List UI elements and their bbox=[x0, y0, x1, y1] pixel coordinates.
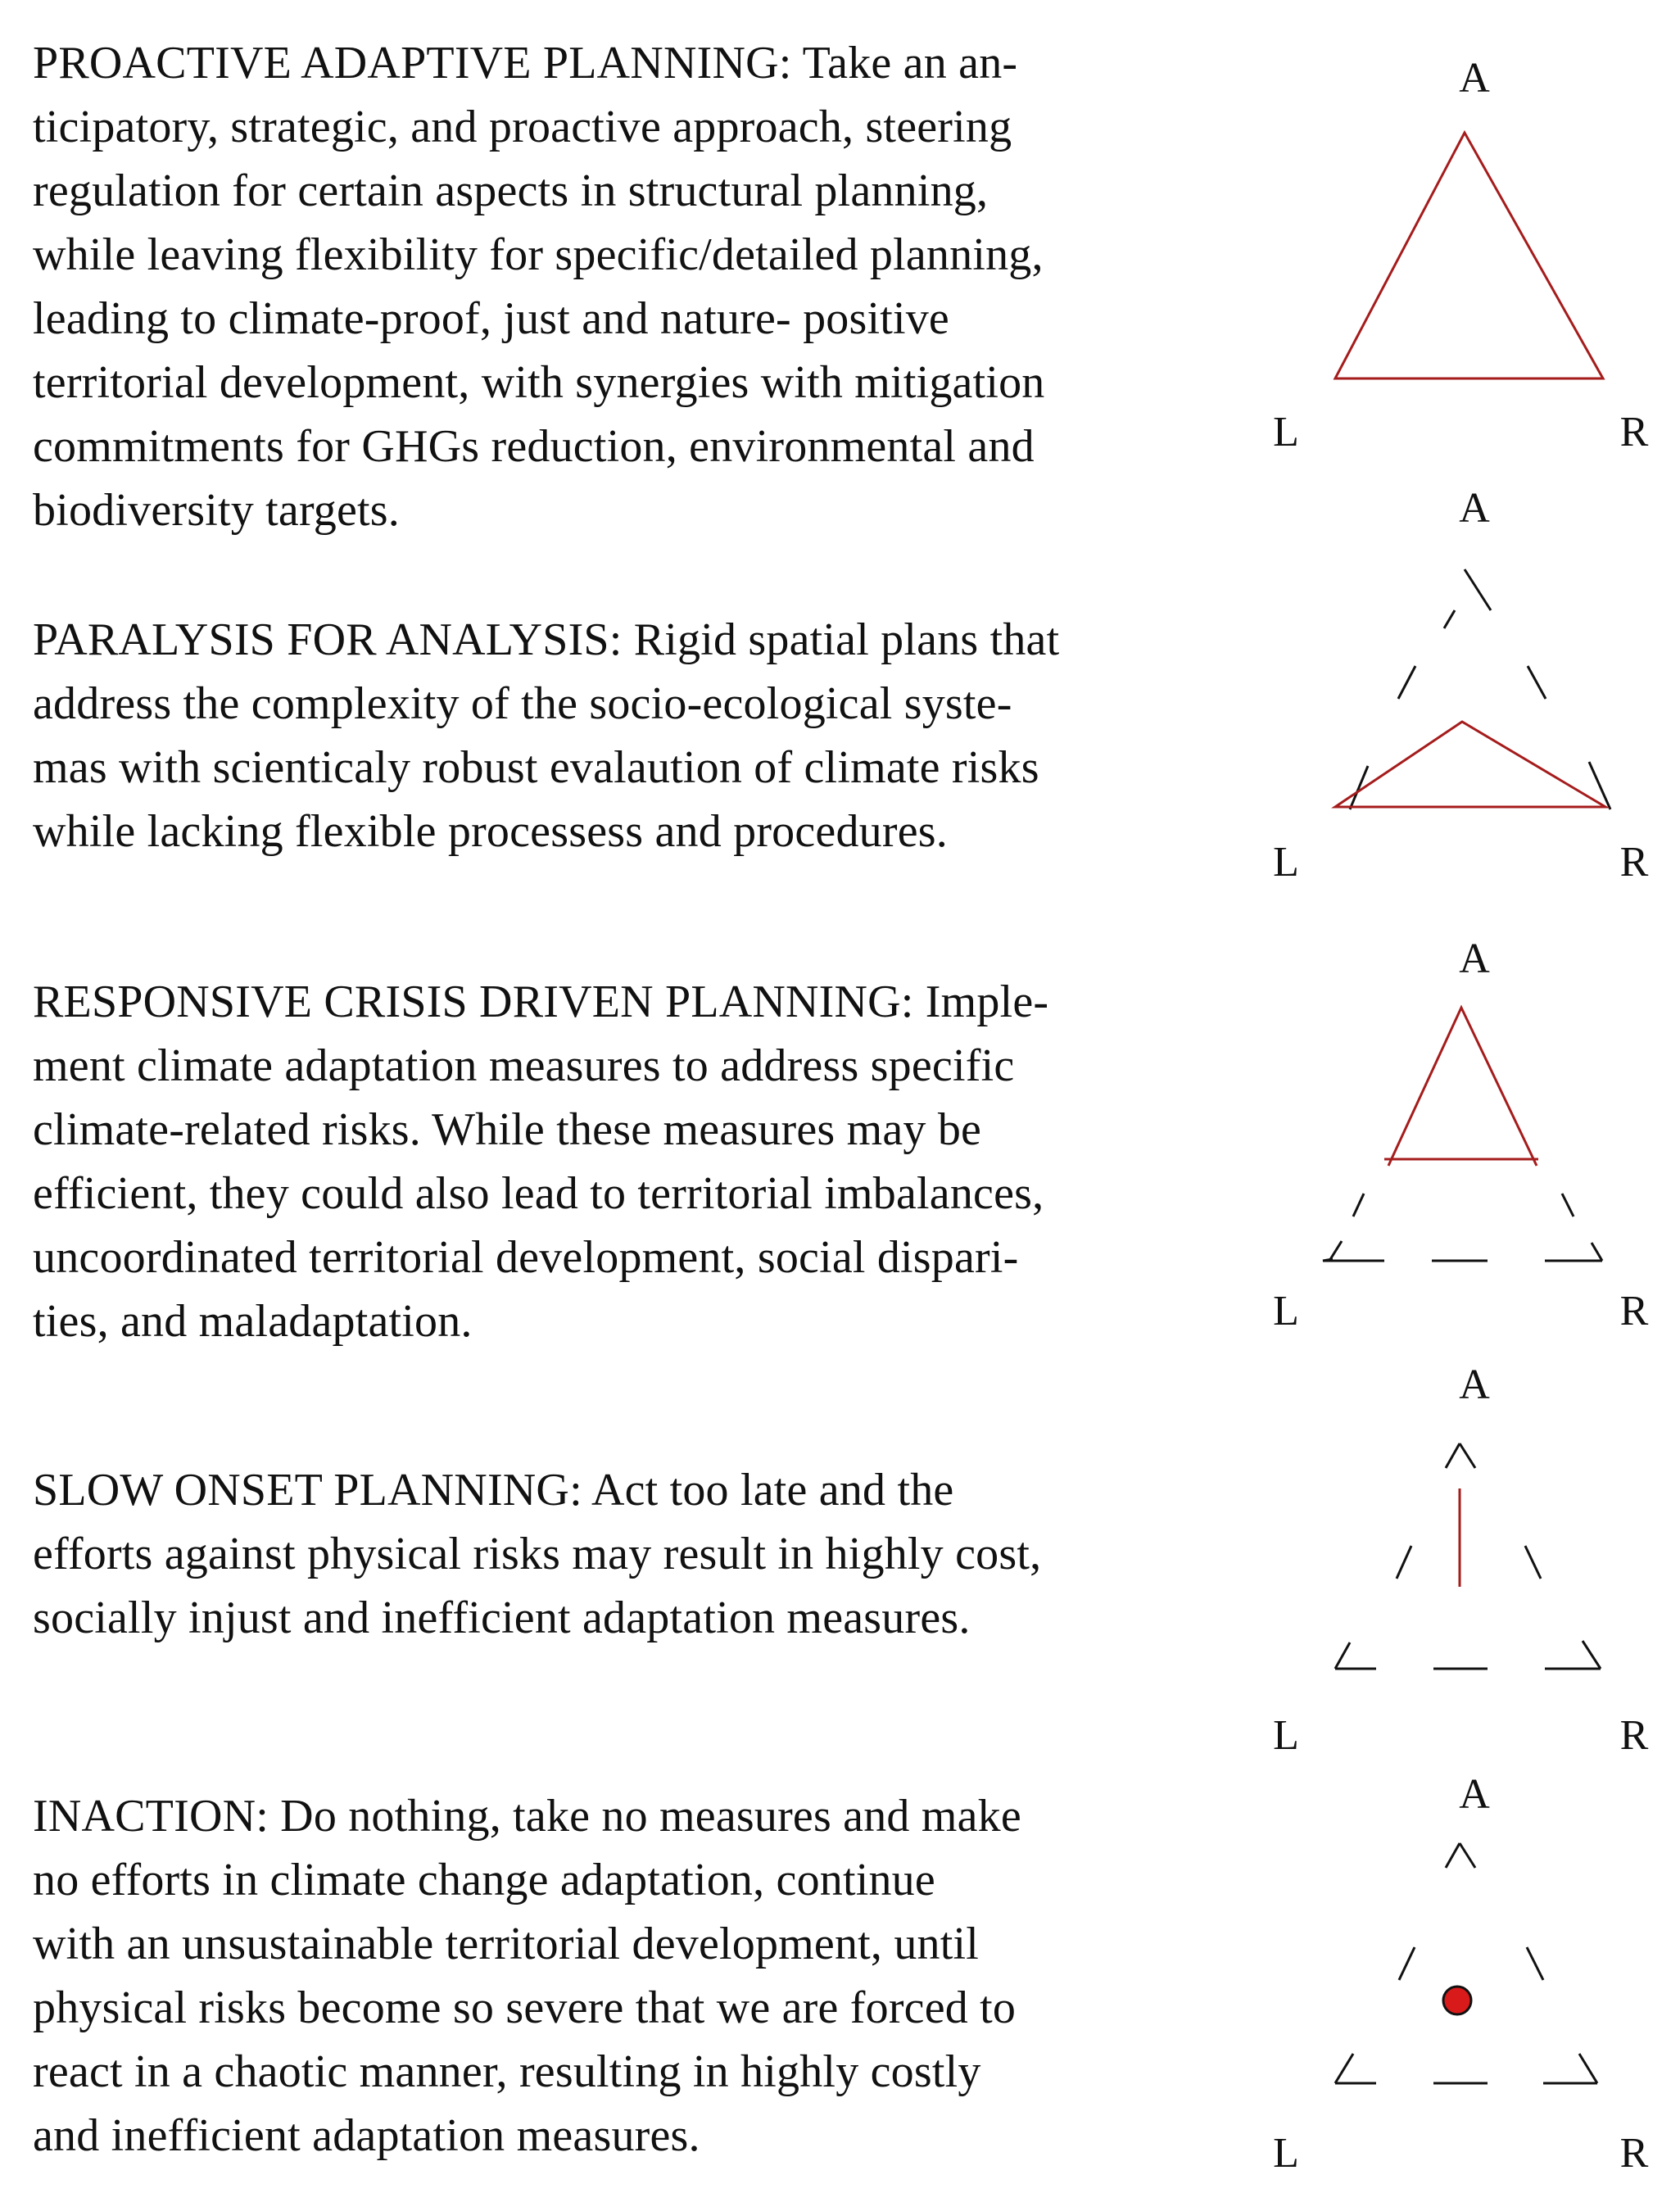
scenario-5-text bbox=[33, 1784, 1204, 2168]
scenario-4-text bbox=[33, 1458, 1204, 1650]
scenario-1-line-7: commitments for GHGs reduction, environmental and bbox=[33, 421, 1035, 472]
vertex-label-l: L bbox=[1273, 1712, 1299, 1759]
dash-left-corner bbox=[1323, 1259, 1384, 1261]
vertex-label-a: A bbox=[1459, 1771, 1490, 1818]
flattened-red-triangle bbox=[1335, 722, 1605, 807]
dash-left-mid bbox=[1398, 666, 1415, 699]
dash-left-mid bbox=[1353, 1194, 1364, 1217]
scenario-3-line-2: ment climate adaptation measures to address specific bbox=[33, 1040, 1015, 1091]
dash-right-corner-slant bbox=[1583, 1641, 1601, 1669]
scenario-2-line-4: while lacking flexible processess and procedures. bbox=[33, 806, 948, 857]
scenario-2-text bbox=[33, 608, 1204, 863]
scenario-2-diagram bbox=[1245, 487, 1680, 913]
scenario-4-diagram bbox=[1245, 1364, 1680, 1790]
scenario-3-line-5: uncoordinated territorial development, social dispari- bbox=[33, 1232, 1019, 1283]
vertex-label-a: A bbox=[1459, 1362, 1490, 1408]
scenario-5-line-1: INACTION: Do nothing, take no measures and make bbox=[33, 1791, 1021, 1842]
scenario-5-line-4: physical risks become so severe that we are forced to bbox=[33, 1982, 1017, 2033]
scenario-3-line-1: RESPONSIVE CRISIS DRIVEN PLANNING: Imple- bbox=[33, 976, 1049, 1027]
scenario-4-line-2: efforts against physical risks may result in highly cost, bbox=[33, 1529, 1042, 1579]
dash-left-corner-slant bbox=[1335, 2054, 1353, 2083]
scenario-3-line-6: ties, and maladaptation. bbox=[33, 1296, 473, 1347]
scenario-2-line-2: address the complexity of the socio-ecological syste- bbox=[33, 678, 1012, 729]
scenario-4-line-3: socially injust and inefficient adaptation measures. bbox=[33, 1593, 971, 1643]
scenario-3-line-4: efficient, they could also lead to territorial imbalances, bbox=[33, 1168, 1044, 1219]
dash-right-mid bbox=[1562, 1194, 1574, 1217]
dash-apex-right bbox=[1460, 1843, 1475, 1868]
scenario-3-diagram bbox=[1245, 938, 1680, 1364]
scenario-1-line-3: regulation for certain aspects in structural planning, bbox=[33, 165, 989, 216]
vertex-label-r: R bbox=[1619, 839, 1649, 886]
dash-left-corner-slant bbox=[1335, 1642, 1350, 1669]
dash-right-mid bbox=[1525, 1546, 1541, 1579]
dash-right-upper bbox=[1465, 569, 1491, 610]
vertex-label-l: L bbox=[1273, 1288, 1299, 1334]
dash-left-mid bbox=[1397, 1546, 1411, 1579]
dash-right-corner-slant bbox=[1592, 1243, 1602, 1261]
scenario-1-line-2: ticipatory, strategic, and proactive approach, steering bbox=[33, 102, 1012, 152]
scenario-1-text bbox=[33, 31, 1204, 542]
vertex-label-a: A bbox=[1459, 55, 1490, 102]
red-dot bbox=[1443, 1987, 1471, 2014]
dash-apex-left bbox=[1446, 1843, 1460, 1868]
dash-apex-left bbox=[1446, 1443, 1460, 1468]
dash-right-mid bbox=[1527, 1947, 1543, 1980]
vertex-label-a: A bbox=[1459, 936, 1490, 982]
vertex-label-l: L bbox=[1273, 2130, 1299, 2177]
dash-apex-right bbox=[1460, 1443, 1475, 1468]
scenario-5-line-3: with an unsustainable territorial development, until bbox=[33, 1919, 980, 1969]
vertex-label-r: R bbox=[1619, 2130, 1649, 2177]
dash-right-corner-slant bbox=[1579, 2054, 1597, 2083]
scenario-4-line-1: SLOW ONSET PLANNING: Act too late and the bbox=[33, 1465, 954, 1516]
scenario-1-diagram bbox=[1245, 57, 1680, 483]
scenario-5-line-2: no efforts in climate change adaptation, continue bbox=[33, 1855, 935, 1905]
dash-right-mid bbox=[1528, 666, 1546, 699]
scenario-1-line-8: biodiversity targets. bbox=[33, 485, 400, 536]
scenario-1-line-6: territorial development, with synergies with mitigation bbox=[33, 357, 1045, 408]
scenario-2-line-3: mas with scienticaly robust evalaution of climate risks bbox=[33, 742, 1039, 793]
vertex-label-r: R bbox=[1619, 1288, 1649, 1334]
scenario-3-text bbox=[33, 970, 1204, 1353]
scenario-5-line-5: react in a chaotic manner, resulting in highly costly bbox=[33, 2046, 981, 2097]
dash-left-corner-slant bbox=[1329, 1241, 1342, 1261]
scenario-1-line-5: leading to climate-proof, just and nature- positive bbox=[33, 293, 949, 344]
red-apex-triangle bbox=[1388, 1008, 1537, 1166]
dash-left-mid bbox=[1399, 1947, 1415, 1980]
dash-left-upper bbox=[1444, 610, 1455, 628]
vertex-label-a: A bbox=[1459, 485, 1490, 532]
scenario-2-line-1: PARALYSIS FOR ANALYSIS: Rigid spatial plans that bbox=[33, 614, 1060, 665]
scenario-5-line-6: and inefficient adaptation measures. bbox=[33, 2110, 700, 2161]
scenario-1-line-4: while leaving flexibility for specific/detailed planning, bbox=[33, 229, 1044, 280]
scenario-3-line-3: climate-related risks. While these measures may be bbox=[33, 1104, 982, 1155]
vertex-label-r: R bbox=[1619, 1712, 1649, 1759]
vertex-label-r: R bbox=[1619, 409, 1649, 455]
full-red-triangle bbox=[1335, 133, 1603, 378]
scenario-1-line-1: PROACTIVE ADAPTIVE PLANNING: Take an an- bbox=[33, 38, 1018, 88]
scenario-5-diagram bbox=[1245, 1771, 1680, 2200]
vertex-label-l: L bbox=[1273, 839, 1299, 886]
vertex-label-l: L bbox=[1273, 409, 1299, 455]
